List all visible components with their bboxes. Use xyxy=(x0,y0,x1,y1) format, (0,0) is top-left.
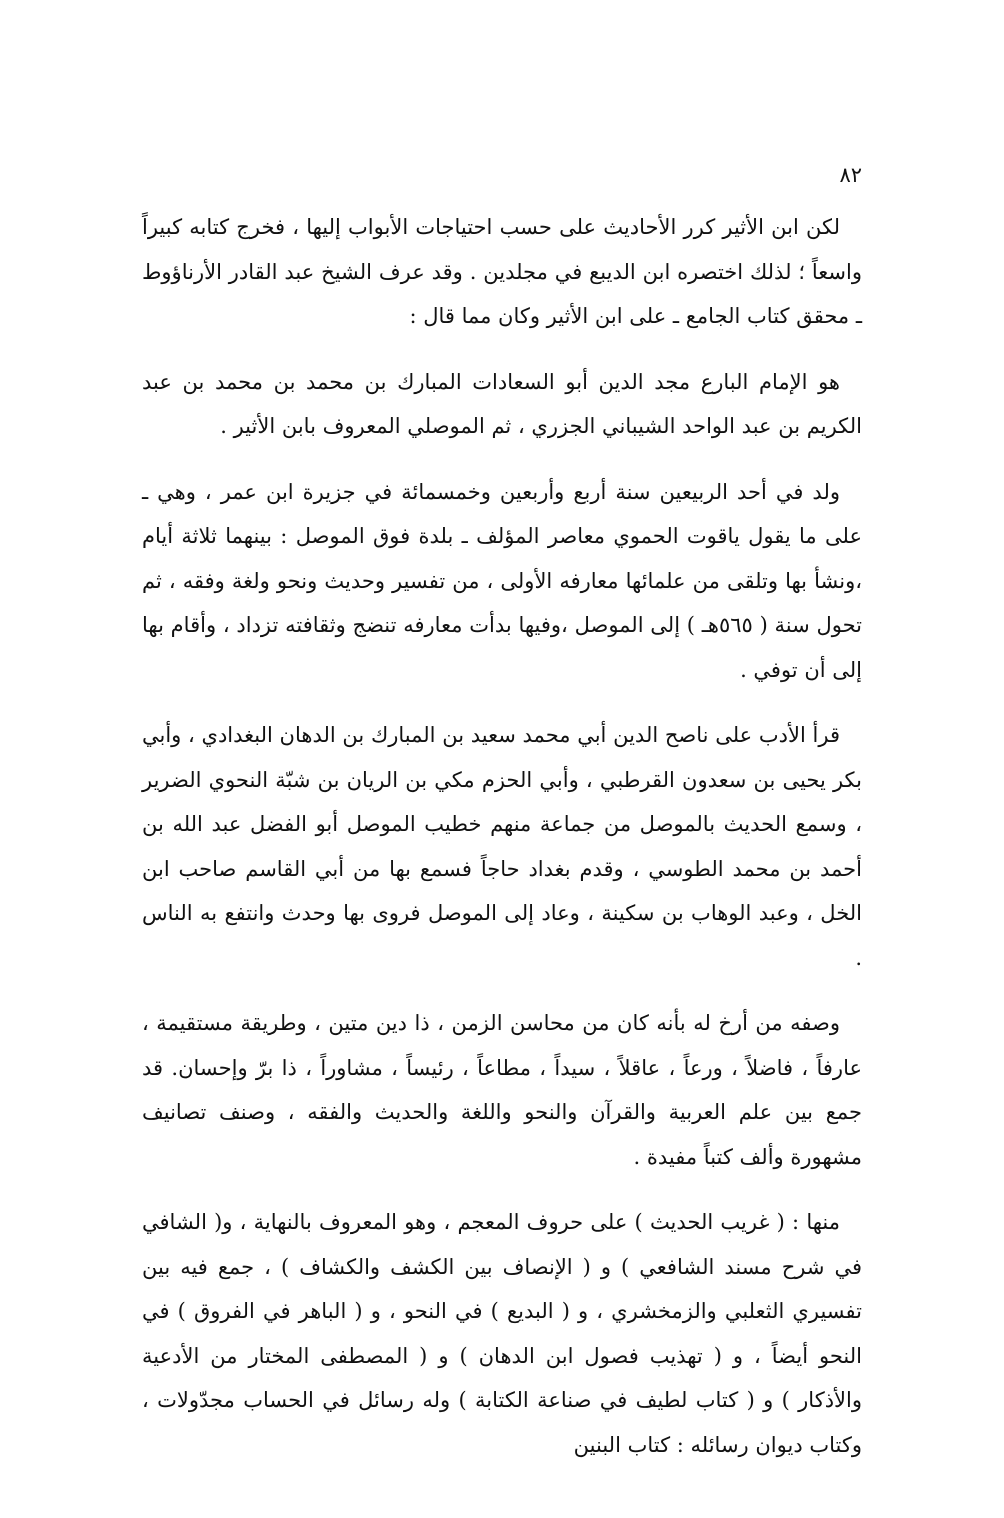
paragraph-birth: ولد في أحد الربيعين سنة أربع وأربعين وخمسمائة في جزيرة ابن عمر ، وهي ـ على ما يقول ياقوت الحموي معاصر المؤلف ـ بلدة فوق الموصل : بينهما ثلاثة أيام ،ونشأ بها وتلقى من علمائها معارفه الأولى ، من تفسير وحديث ونحو ولغة وفقه ، ثم تحول سنة ( ٥٦٥هـ ) إلى الموصل ،وفيها بدأت معارفه تنضج وثقافته تزداد ، وأقام بها إلى أن توفي . xyxy=(142,479,863,682)
paragraph-teachers: قرأ الأدب على ناصح الدين أبي محمد سعيد بن المبارك بن الدهان البغدادي ، وأبي بكر يحيى بن سعدون القرطبي ، وأبي الحزم مكي بن الريان بن شبّة النحوي الضرير ، وسمع الحديث بالموصل من جماعة منهم خطيب الموصل أبو الفضل عبد الله بن أحمد بن محمد الطوسي ، وقدم بغداد حاجاً فسمع بها من أبي القاسم صاحب ابن الخل ، وعبد الوهاب بن سكينة ، وعاد إلى الموصل فروى بها وحدث وانتفع به الناس . xyxy=(142,723,862,970)
body-text xyxy=(142,205,862,1467)
paragraph-description: وصفه من أرخ له بأنه كان من محاسن الزمن ، ذا دين متين ، وطريقة مستقيمة ، عارفاً ، فاضلاً ، ورعاً ، عاقلاً ، سيداً ، مطاعاً ، رئيساً ، مشاوراً ، ذا برّ وإحسان. قد جمع بين علم العربية والقرآن والنحو واللغة والحديث والفقه ، وصنف تصانيف مشهورة وألف كتباً مفيدة . xyxy=(142,1011,862,1169)
paragraph-intro: لكن ابن الأثير كرر الأحاديث على حسب احتياجات الأبواب إليها ، فخرج كتابه كبيراً واسعاً ؛ لذلك اختصره ابن الديبع في مجلدين . وقد عرف الشيخ عبد القادر الأرناؤوط ـ محقق كتاب الجامع ـ على ابن الأثير وكان مما قال : xyxy=(142,215,862,328)
paragraph-works: منها : ( غريب الحديث ) على حروف المعجم ، وهو المعروف بالنهاية ، و( الشافي في شرح مسند الشافعي ) و ( الإنصاف بين الكشف والكشاف ) ، جمع فيه بين تفسيري الثعلبي والزمخشري ، و ( البديع ) في النحو ، و ( الباهر في الفروق ) في النحو أيضاً ، و ( تهذيب فصول ابن الدهان ) و ( المصطفى المختار من الأدعية والأذكار ) و ( كتاب لطيف في صناعة الكتابة ) وله رسائل في الحساب مجدّولات ، وكتاب ديوان رسائله : كتاب البنين xyxy=(142,1210,862,1457)
paragraph-name: هو الإمام البارع مجد الدين أبو السعادات المبارك بن محمد بن محمد بن عبد الكريم بن عبد الواحد الشيباني الجزري ، ثم الموصلي المعروف بابن الأثير . xyxy=(142,369,862,438)
page-number: ٨٢ xyxy=(839,163,862,187)
